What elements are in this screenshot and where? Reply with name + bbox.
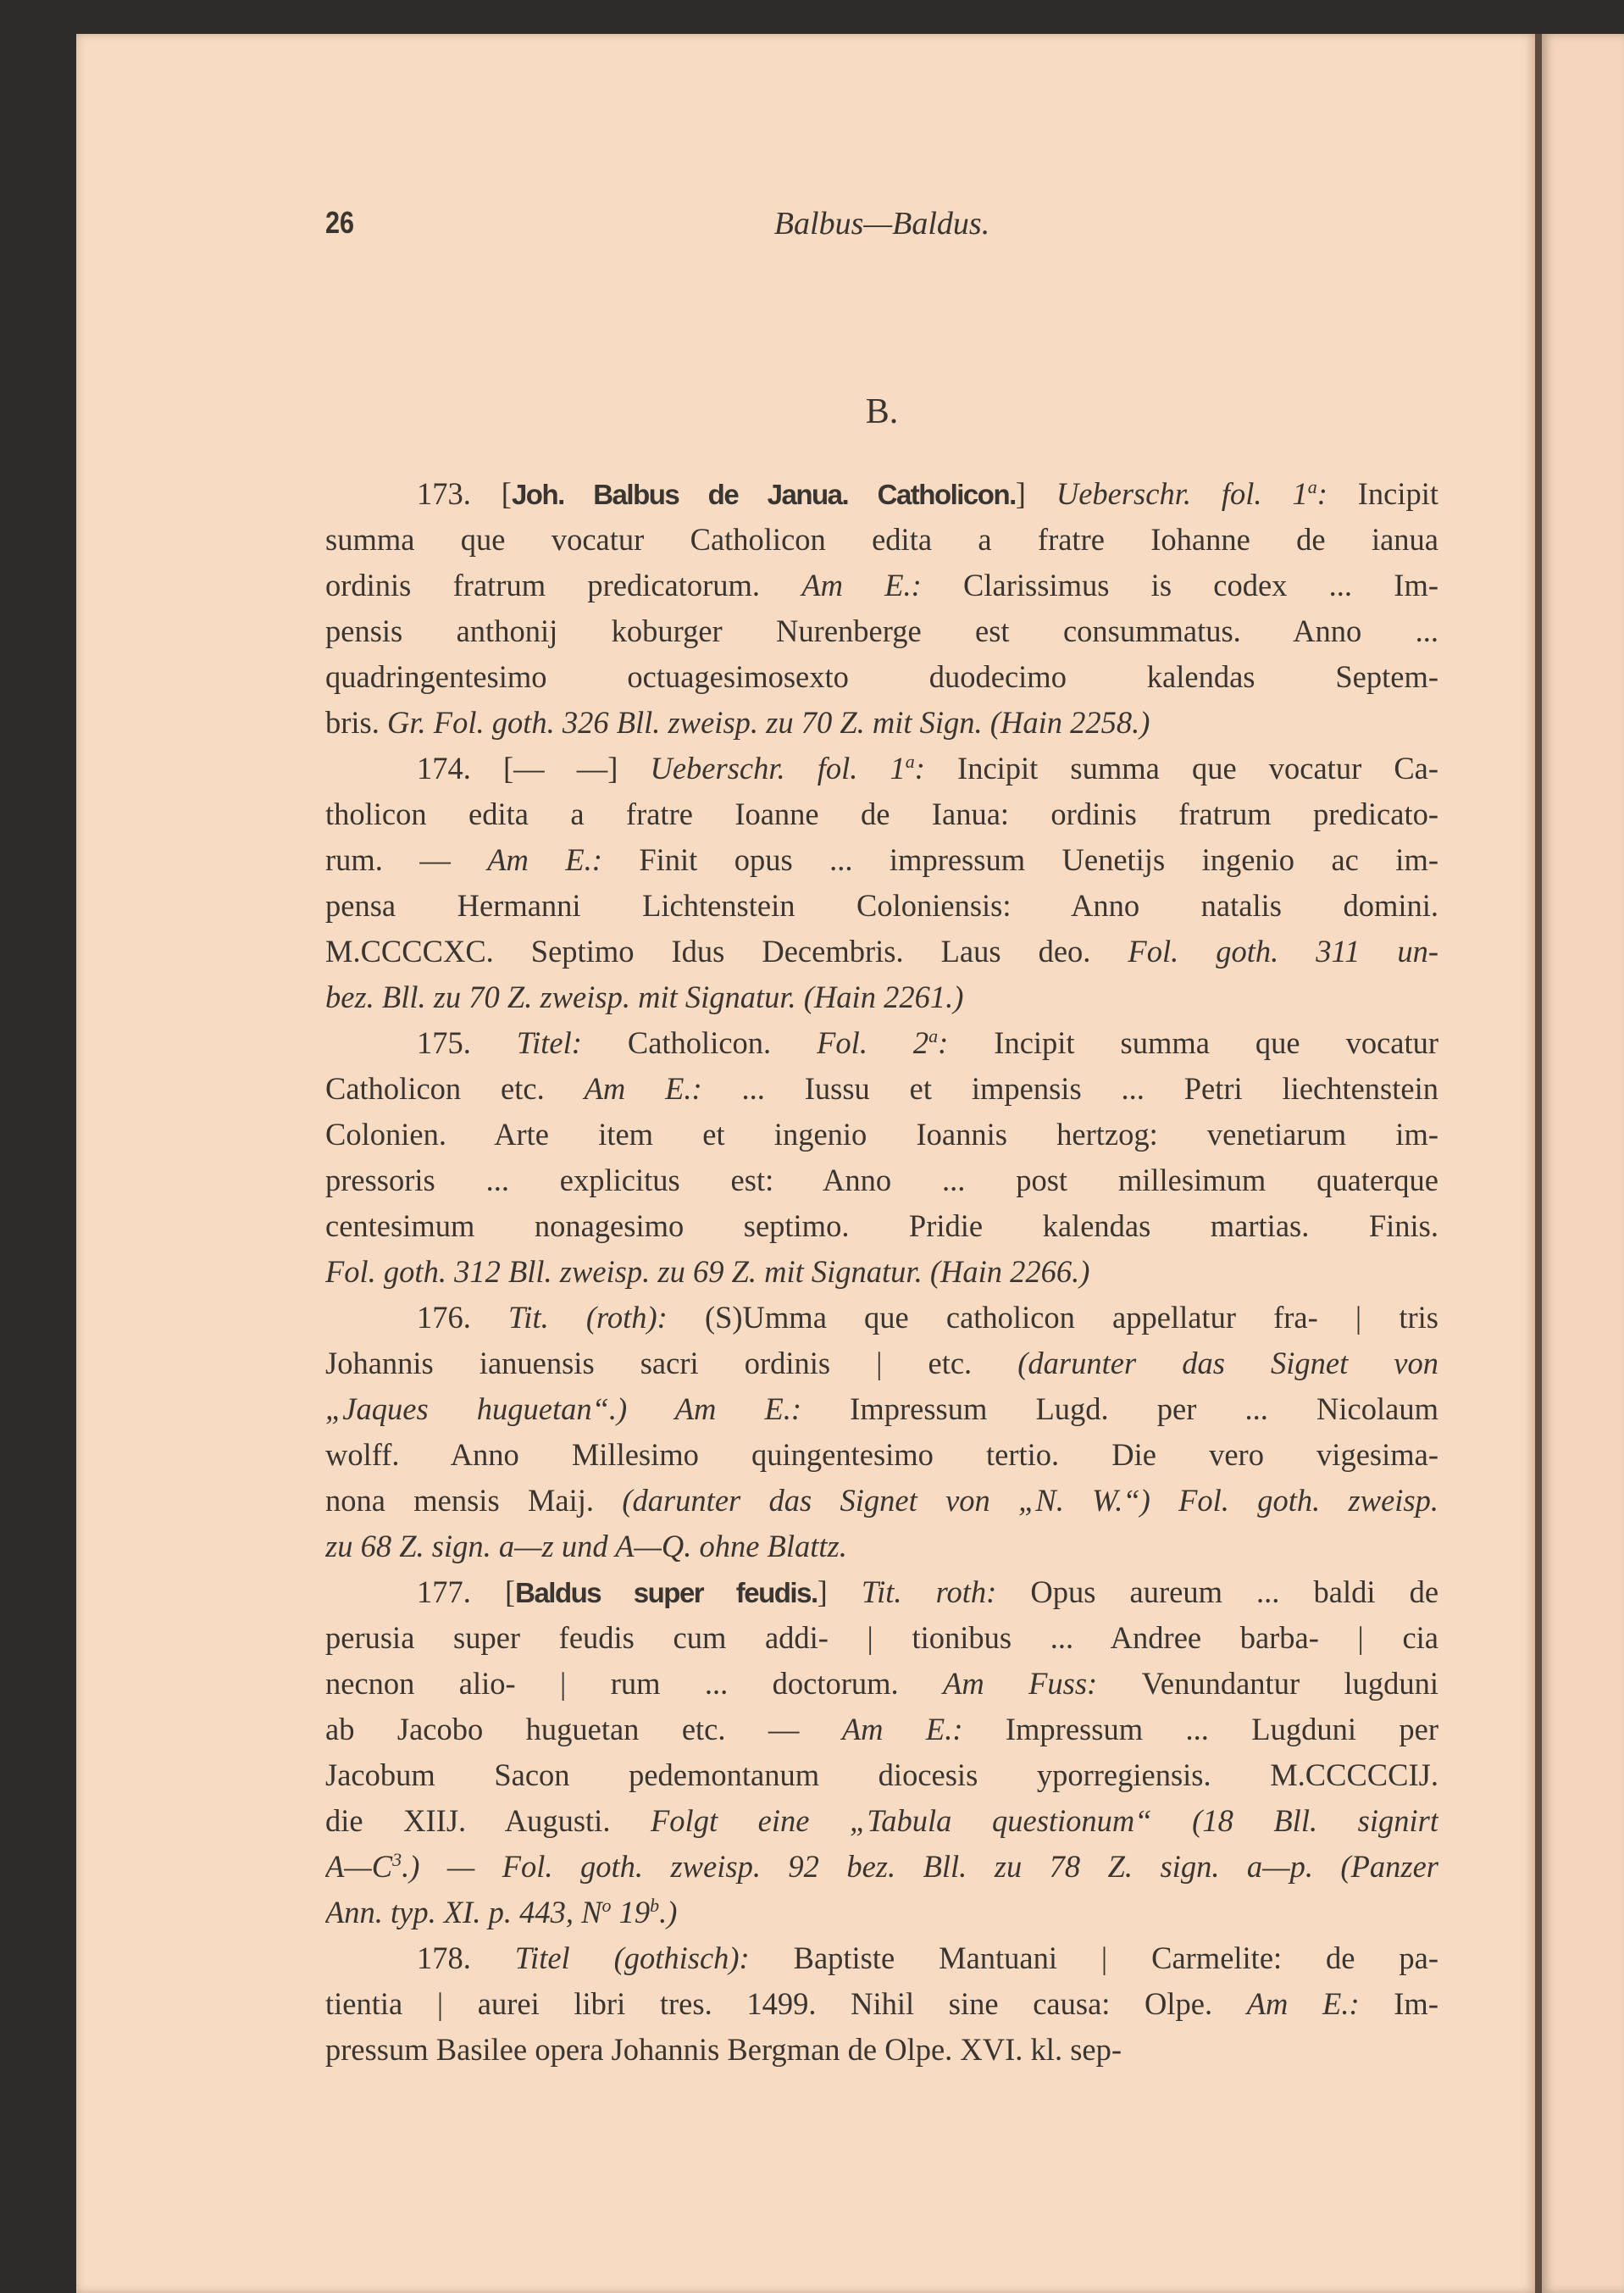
italic-annotation: bez. Bll. zu 70 Z. zweisp. mit Signatur. (Hain 2261.) [325, 980, 964, 1014]
text-segment: centesimum nonagesimo septimo. Pridie kalendas martias. Finis. [325, 1208, 1438, 1243]
text-line [325, 1341, 1438, 1386]
italic-annotation: : [914, 751, 958, 786]
catalog-entry-176 [325, 1295, 1438, 1569]
text-segment: 174. [— —] [417, 751, 651, 786]
page-number: 26 [325, 205, 355, 240]
italic-annotation: Fol. goth. 311 un- [1128, 934, 1438, 969]
text-line [325, 1890, 1438, 1935]
text-segment: ] [817, 1574, 862, 1609]
text-segment: ] [1015, 476, 1056, 511]
text-line [325, 1707, 1438, 1752]
italic-annotation: Ann. typ. XI. p. 443, N [325, 1895, 602, 1929]
text-line [325, 791, 1438, 837]
text-segment: Colonien. Arte item et ingenio Ioannis hertzog: venetiarum im- [325, 1117, 1438, 1152]
catalog-entry-177 [325, 1569, 1438, 1935]
text-segment: 173. [ [417, 476, 512, 511]
italic-annotation: 19 [611, 1895, 651, 1929]
text-line [325, 1158, 1438, 1203]
text-segment: Incipit summa que vocatur [994, 1025, 1438, 1060]
text-segment: Im- [1394, 1986, 1438, 2021]
italic-annotation: Fol. goth. 312 Bll. zweisp. zu 69 Z. mit Signatur. (Hain 2266.) [325, 1254, 1090, 1289]
text-line [325, 1112, 1438, 1158]
italic-annotation: .) — Fol. goth. zweisp. 92 bez. Bll. zu 78 Z. sign. a—p. (Panzer [402, 1849, 1438, 1884]
text-segment: pressoris ... explicitus est: Anno ... post millesimum quaterque [325, 1163, 1438, 1197]
page-gutter [1535, 34, 1542, 2293]
superscript: a [905, 750, 915, 772]
text-segment: rum. — [325, 842, 488, 877]
text-segment: Impressum ... Lugduni per [1005, 1712, 1438, 1746]
text-line [325, 1569, 1438, 1615]
text-line [325, 517, 1438, 563]
text-segment: tientia | aurei libri tres. 1499. Nihil sine causa: Olpe. [325, 1986, 1247, 2021]
text-segment: Jacobum Sacon pedemontanum diocesis yporregiensis. M.CCCCCIJ. [325, 1757, 1438, 1792]
text-line [325, 1478, 1438, 1524]
text-segment: Clarissimus is codex ... Im- [963, 568, 1438, 602]
text-segment: ... Iussu et impensis ... Petri liechtenstein [741, 1071, 1438, 1106]
text-line [325, 1295, 1438, 1341]
text-line [325, 1066, 1438, 1112]
text-line [325, 1981, 1438, 2027]
entry-title: Baldus super feudis. [515, 1577, 818, 1608]
text-segment: 175. [417, 1025, 517, 1060]
italic-annotation: zu 68 Z. sign. a—z und A—Q. ohne Blattz. [325, 1529, 847, 1563]
text-line [325, 700, 1438, 746]
text-segment: summa que vocatur Catholicon edita a fratre Iohanne de ianua [325, 522, 1438, 557]
text-segment: Incipit [1357, 476, 1438, 511]
catalog-entry-174 [325, 746, 1438, 1020]
italic-annotation: Fol. 2 [817, 1025, 929, 1060]
text-segment: wolff. Anno Millesimo quingentesimo tertio. Die vero vigesima- [325, 1437, 1438, 1472]
text-segment: 176. [417, 1300, 509, 1335]
entry-title: Joh. Balbus de Janua. Catholicon. [511, 479, 1016, 510]
text-line [325, 471, 1438, 517]
superscript: a [928, 1024, 939, 1047]
text-line [325, 1661, 1438, 1707]
italic-annotation: „Jaques huguetan“.) Am E.: [325, 1391, 851, 1426]
text-segment: Catholicon. [627, 1025, 818, 1060]
text-segment: Finit opus ... impressum Uenetijs ingenio ac im- [639, 842, 1438, 877]
catalog-entries [325, 471, 1438, 2073]
text-line [325, 1844, 1438, 1890]
italic-annotation: Am E.: [841, 1712, 1006, 1746]
text-segment: Opus aureum ... baldi de [1030, 1574, 1438, 1609]
text-segment: pensa Hermanni Lichtenstein Coloniensis: Anno natalis domini. [325, 888, 1438, 923]
text-line [325, 1798, 1438, 1844]
text-line [325, 563, 1438, 608]
text-line [325, 1935, 1438, 1981]
italic-annotation: Am Fuss: [943, 1666, 1142, 1701]
running-title: Balbus—Baldus. [773, 206, 990, 242]
italic-annotation: Am E.: [801, 568, 964, 602]
italic-annotation: .) [659, 1895, 678, 1929]
text-line [325, 1020, 1438, 1066]
italic-annotation: Ueberschr. fol. 1 [1056, 476, 1308, 511]
text-segment: (S)Umma que catholicon appellatur fra- | tris [704, 1300, 1438, 1335]
text-segment: quadringentesimo octuagesimosexto duodecimo kalendas Septem- [325, 659, 1438, 694]
text-line [325, 974, 1438, 1020]
italic-annotation: Ueberschr. fol. 1 [650, 751, 906, 786]
text-segment: necnon alio- | rum ... doctorum. [325, 1666, 944, 1701]
text-segment: M.CCCCXC. Septimo Idus Decembris. Laus deo. [325, 934, 1128, 969]
italic-annotation: Titel: [516, 1025, 628, 1060]
italic-annotation: (darunter das Signet von „N. W.“) Fol. goth. zweisp. [622, 1483, 1438, 1518]
text-segment: 177. [ [417, 1574, 516, 1609]
italic-annotation: Am E.: [584, 1071, 742, 1106]
text-line [325, 1203, 1438, 1249]
text-line [325, 1249, 1438, 1295]
superscript: b [650, 1894, 660, 1916]
text-segment: die XIIJ. Augusti. [325, 1803, 651, 1838]
text-line [325, 883, 1438, 929]
italic-annotation: A—C [325, 1849, 393, 1884]
catalog-entry-178 [325, 1935, 1438, 2073]
text-segment: Venundantur lugduni [1141, 1666, 1438, 1701]
italic-annotation: Folgt eine „Tabula questionum“ (18 Bll. signirt [651, 1803, 1438, 1838]
text-segment: tholicon edita a fratre Ioanne de Ianua: ordinis fratrum predicato- [325, 797, 1438, 831]
italic-annotation: Gr. Fol. goth. 326 Bll. zweisp. zu 70 Z. mit Sign. (Hain 2258.) [387, 705, 1150, 740]
text-line [325, 929, 1438, 974]
superscript: a [1307, 475, 1317, 497]
text-line [325, 837, 1438, 883]
text-segment: pressum Basilee opera Johannis Bergman de Olpe. XVI. kl. sep- [325, 2032, 1122, 2067]
text-segment: bris. [325, 705, 387, 740]
text-segment: Catholicon etc. [325, 1071, 585, 1106]
text-segment: pensis anthonij koburger Nurenberge est consummatus. Anno ... [325, 614, 1438, 648]
page-header [325, 205, 1438, 247]
text-segment: ab Jacobo huguetan etc. — [325, 1712, 842, 1746]
italic-annotation: : [1316, 476, 1358, 511]
text-line [325, 1432, 1438, 1478]
italic-annotation: Titel (gothisch): [514, 1940, 794, 1975]
section-heading: B. [865, 392, 899, 431]
text-segment: Baptiste Mantuani | Carmelite: de pa- [793, 1940, 1438, 1975]
text-line [325, 1752, 1438, 1798]
italic-annotation: Am E.: [487, 842, 640, 877]
text-segment: Johannis ianuensis sacri ordinis | etc. [325, 1346, 1018, 1380]
text-line [325, 654, 1438, 700]
italic-annotation: : [938, 1025, 995, 1060]
text-line [325, 1615, 1438, 1661]
text-segment: Impressum Lugd. per ... Nicolaum [850, 1391, 1438, 1426]
superscript: 3 [392, 1848, 402, 1870]
text-segment: perusia super feudis cum addi- | tionibus ... Andree barba- | cia [325, 1620, 1438, 1655]
italic-annotation: (darunter das Signet von [1017, 1346, 1438, 1380]
catalog-entry-173 [325, 471, 1438, 746]
italic-annotation: Am E.: [1246, 1986, 1394, 2021]
text-line [325, 746, 1438, 791]
text-segment: Incipit summa que vocatur Ca- [957, 751, 1438, 786]
text-line [325, 1386, 1438, 1432]
text-line [325, 1524, 1438, 1569]
italic-annotation: Tit. roth: [861, 1574, 1031, 1609]
catalog-entry-175 [325, 1020, 1438, 1295]
text-line [325, 608, 1438, 654]
text-segment: 178. [417, 1940, 515, 1975]
italic-annotation: Tit. (roth): [508, 1300, 705, 1335]
text-line [325, 2027, 1438, 2073]
superscript: o [601, 1894, 612, 1916]
adjacent-page-edge [1542, 34, 1624, 2293]
text-segment: ordinis fratrum predicatorum. [325, 568, 802, 602]
text-segment: nona mensis Maij. [325, 1483, 623, 1518]
